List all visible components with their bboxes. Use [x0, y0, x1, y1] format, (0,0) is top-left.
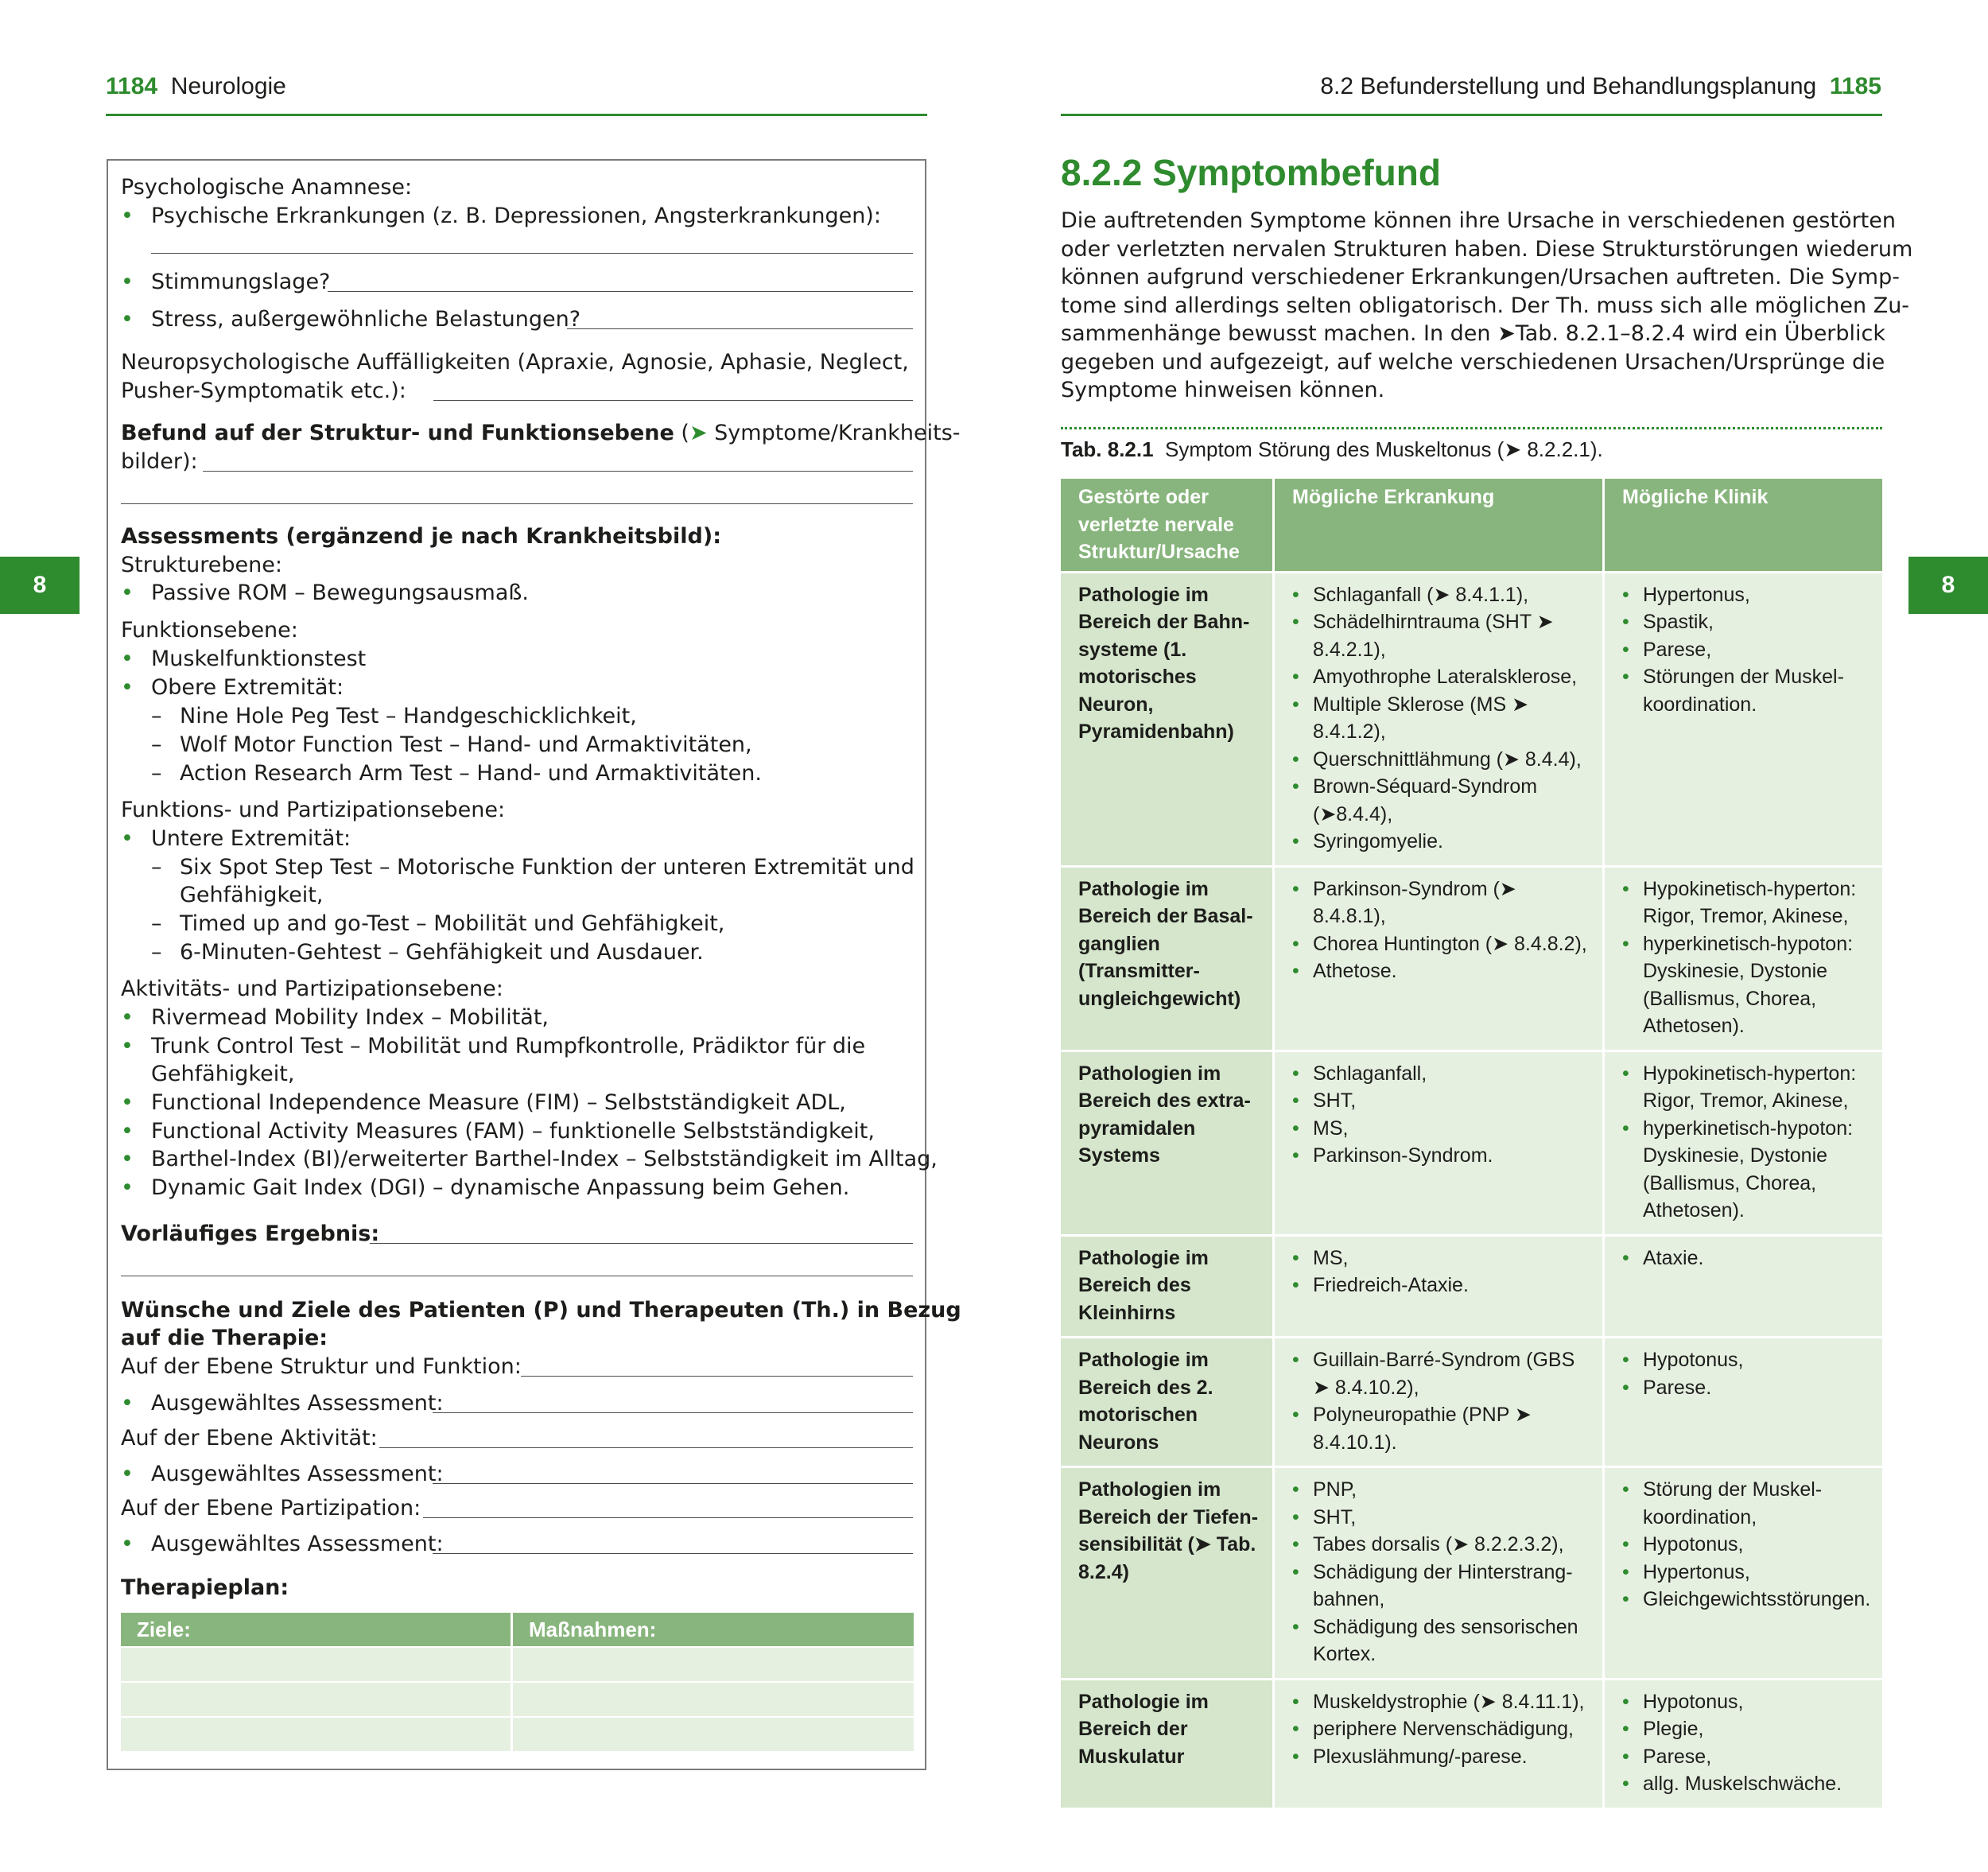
right-chapter-tab: 8: [1908, 557, 1988, 614]
table-row: [1061, 1234, 1882, 1337]
clinic-item: • Hypokinetisch-hyperton: Rigor, Tremor, Akinese,: [1622, 1060, 1874, 1115]
disease-item: • Schädelhirntrauma (SHT ➤ 8.4.2.1),: [1292, 608, 1594, 663]
structure-cell: Pathologie im Bereich der Bahnsysteme (1. motorisches Neuron, Pyramidenbahn): [1061, 571, 1275, 865]
strukturebene-label: Strukturebene:: [121, 553, 282, 577]
table-row: [1061, 571, 1882, 865]
disease-item: • Syringomyelie.: [1292, 828, 1594, 856]
structure-cell: Pathologie im Bereich des 2. motorischen Neurons: [1061, 1336, 1275, 1466]
answer-line[interactable]: [370, 1243, 913, 1244]
disease-item: • Parkinson-Syndrom.: [1292, 1142, 1594, 1170]
plan-header-massnahmen: Maßnahmen:: [513, 1613, 914, 1646]
para-line: tome sind allerdings selten obligatorisch. Der Th. muss sich alle möglichen Zu-: [1061, 293, 1910, 318]
ebene-partizipation-label: Auf der Ebene Partizipation:: [121, 1496, 421, 1521]
disease-cell: [1275, 1678, 1605, 1808]
clinic-cell: [1605, 571, 1882, 865]
right-section-title: 8.2 Befunderstellung und Behandlungsplanung: [1320, 73, 1817, 99]
para-line: Die auftretenden Symptome können ihre Ursache in verschiedenen gestörten: [1061, 208, 1896, 233]
clinic-item: • Hypotonus,: [1622, 1688, 1874, 1716]
clinic-item: • Parese,: [1622, 636, 1874, 664]
disease-item: • MS,: [1292, 1115, 1594, 1143]
disease-item: • Querschnittlähmung (➤ 8.4.4),: [1292, 746, 1594, 774]
therapieplan-heading: Therapieplan:: [121, 1575, 289, 1600]
table-row: [1061, 1678, 1882, 1808]
clinic-item: • Störung der Muskelkoordination,: [1622, 1476, 1874, 1531]
clinic-cell: [1605, 1678, 1882, 1808]
structure-cell: Pathologien im Bereich des extrapyramidalen Systems: [1061, 1050, 1275, 1234]
structure-cell: Pathologie im Bereich des Kleinhirns: [1061, 1234, 1275, 1337]
disease-item: • periphere Nervenschädigung,: [1292, 1715, 1594, 1743]
clinic-item: • Hypertonus,: [1622, 581, 1874, 609]
psych-heading: Psychologische Anamnese:: [121, 175, 413, 200]
header-structure: Gestörte oder verletzte nervale Struktur/Ursache: [1061, 479, 1275, 571]
left-running-head: [106, 73, 286, 100]
answer-line[interactable]: [423, 1517, 913, 1518]
plan-cell[interactable]: [513, 1683, 914, 1716]
para-line: sammenhänge bewusst machen. In den ➤Tab. 8.2.1–8.2.4 wird ein Überblick: [1061, 321, 1886, 346]
answer-line[interactable]: [521, 1376, 913, 1377]
clinic-cell: [1605, 1050, 1882, 1234]
clinic-item: • hyperkinetisch-hypoton: Dyskinesie, Dystonie (Ballismus, Chorea, Athetosen).: [1622, 930, 1874, 1040]
ap-item-2-cont: Gehfähigkeit,: [151, 1062, 295, 1086]
clinic-item: • Plegie,: [1622, 1715, 1874, 1743]
disease-item: • Tabes dorsalis (➤ 8.2.2.3.2),: [1292, 1531, 1594, 1559]
clinic-item: • Hypotonus,: [1622, 1531, 1874, 1559]
disease-item: • Schlaganfall (➤ 8.4.1.1),: [1292, 581, 1594, 609]
befund-line-2: bilder):: [121, 449, 198, 474]
answer-line[interactable]: [379, 1447, 913, 1448]
clinic-item: • Parese,: [1622, 1743, 1874, 1771]
disease-item: • Amyothrophe Lateralsklerose,: [1292, 663, 1594, 691]
clinic-cell: [1605, 865, 1882, 1050]
disease-item: • Chorea Huntington (➤ 8.4.8.2),: [1292, 930, 1594, 958]
therapy-plan-table: [121, 1613, 914, 1751]
disease-item: • Polyneuropathie (PNP ➤ 8.4.10.1).: [1292, 1401, 1594, 1456]
wuensche-line-2: auf die Therapie:: [121, 1326, 328, 1350]
disease-item: • SHT,: [1292, 1087, 1594, 1115]
para-line: oder verletzten nervalen Strukturen haben. Diese Strukturstörungen wiederum: [1061, 236, 1913, 262]
answer-line[interactable]: [121, 503, 913, 504]
disease-item: • MS,: [1292, 1245, 1594, 1272]
disease-cell: [1275, 571, 1605, 865]
plan-header-ziele: Ziele:: [121, 1613, 511, 1646]
table-row: [1061, 1336, 1882, 1466]
right-header-rule: [1061, 114, 1882, 116]
answer-line[interactable]: [151, 253, 913, 254]
para-line: können aufgrund verschiedener Erkrankungen/Ursachen auftreten. Die Symp-: [1061, 265, 1900, 289]
disease-item: • Brown-Séquard-Syndrom (➤8.4.4),: [1292, 773, 1594, 828]
disease-item: • Plexuslähmung/-parese.: [1292, 1743, 1594, 1771]
para-line: gegeben und aufgezeigt, auf welche verschiedenen Ursachen/Ursprünge die: [1061, 349, 1885, 375]
structure-cell: Pathologien im Bereich der Tiefensensibilität (➤ Tab. 8.2.4): [1061, 1466, 1275, 1678]
left-chapter-title: Neurologie: [170, 73, 286, 99]
dotted-divider: [1061, 427, 1882, 429]
disease-item: • Schädigung der Hinterstrangbahnen,: [1292, 1559, 1594, 1614]
header-disease: Mögliche Erkrankung: [1275, 479, 1605, 571]
structure-cell: Pathologie im Bereich der Muskulatur: [1061, 1678, 1275, 1808]
wuensche-line-1: Wünsche und Ziele des Patienten (P) und Therapeuten (Th.) in Bezug: [121, 1298, 961, 1322]
disease-item: • Friedreich-Ataxie.: [1292, 1272, 1594, 1299]
clinic-item: • Hypokinetisch-hyperton: Rigor, Tremor, Akinese,: [1622, 876, 1874, 930]
ebene-aktivitaet-label: Auf der Ebene Aktivität:: [121, 1426, 378, 1451]
disease-cell: [1275, 865, 1605, 1050]
ebene-struktur-label: Auf der Ebene Struktur und Funktion:: [121, 1354, 522, 1379]
table-caption: Tab. 8.2.1 Symptom Störung des Muskeltonus (➤ 8.2.2.1).: [1061, 437, 1603, 461]
neuro-line-2: Pusher-Symptomatik etc.):: [121, 379, 406, 403]
clinic-item: • Störungen der Muskelkoordination.: [1622, 663, 1874, 718]
disease-item: • Schädigung des sensorischen Kortex.: [1292, 1614, 1594, 1668]
plan-cell[interactable]: [121, 1648, 511, 1681]
plan-cell[interactable]: [513, 1718, 914, 1751]
disease-item: • Schlaganfall,: [1292, 1060, 1594, 1088]
funktions-partizipation-label: Funktions- und Partizipationsebene:: [121, 798, 506, 822]
clinic-cell: [1605, 1466, 1882, 1678]
clinic-item: • Hypertonus,: [1622, 1559, 1874, 1587]
clinic-item: • hyperkinetisch-hypoton: Dyskinesie, Dystonie (Ballismus, Chorea, Athetosen).: [1622, 1115, 1874, 1225]
disease-cell: [1275, 1466, 1605, 1678]
funktionsebene-label: Funktionsebene:: [121, 618, 298, 643]
answer-line[interactable]: [203, 471, 913, 472]
disease-item: • Parkinson-Syndrom (➤ 8.4.8.1),: [1292, 876, 1594, 930]
answer-line[interactable]: [433, 1553, 913, 1554]
answer-line[interactable]: [433, 400, 913, 401]
clinic-item: • Spastik,: [1622, 608, 1874, 636]
para-line: Symptome hinweisen können.: [1061, 378, 1385, 402]
disease-item: • SHT,: [1292, 1504, 1594, 1532]
assessments-heading: Assessments (ergänzend je nach Krankheitsbild):: [121, 524, 721, 549]
left-page-number: 1184: [106, 73, 158, 99]
clinic-item: • allg. Muskelschwäche.: [1622, 1770, 1874, 1798]
intro-paragraph: [1061, 207, 1913, 405]
disease-item: • Guillain-Barré-Syndrom (GBS ➤ 8.4.10.2),: [1292, 1346, 1594, 1401]
clinic-item: • Ataxie.: [1622, 1245, 1874, 1272]
muscle-tone-table: [1061, 479, 1882, 1808]
disease-item: • PNP,: [1292, 1476, 1594, 1504]
aktivitaet-partizipation-label: Aktivitäts- und Partizipationsebene:: [121, 977, 503, 1001]
befund-line-1: Befund auf der Struktur- und Funktionsebene (➤ Symptome/Krankheits-: [121, 421, 961, 445]
structure-cell: Pathologie im Bereich der Basalganglien (Transmitterungleichgewicht): [1061, 865, 1275, 1050]
disease-item: • Muskeldystrophie (➤ 8.4.11.1),: [1292, 1688, 1594, 1716]
plan-cell[interactable]: [121, 1718, 511, 1751]
disease-item: • Multiple Sklerose (MS ➤ 8.4.1.2),: [1292, 691, 1594, 746]
neuro-line-1: Neuropsychologische Auffälligkeiten (Apraxie, Agnosie, Aphasie, Neglect,: [121, 350, 909, 375]
table-row: [1061, 1050, 1882, 1234]
disease-cell: [1275, 1050, 1605, 1234]
table-row: [1061, 1466, 1882, 1678]
disease-cell: [1275, 1336, 1605, 1466]
answer-line[interactable]: [433, 1412, 913, 1413]
table-row: [1061, 865, 1882, 1050]
plan-cell[interactable]: [513, 1648, 914, 1681]
vorlaeufiges-ergebnis-label: Vorläufiges Ergebnis:: [121, 1221, 380, 1246]
clinic-item: • Gleichgewichtsstörungen.: [1622, 1586, 1874, 1614]
disease-item: • Athetose.: [1292, 957, 1594, 985]
clinic-cell: [1605, 1336, 1882, 1466]
plan-cell[interactable]: [121, 1683, 511, 1716]
right-page-number: 1185: [1829, 73, 1881, 99]
answer-line[interactable]: [567, 328, 913, 329]
section-heading: 8.2.2 Symptombefund: [1061, 152, 1441, 193]
clinic-item: • Hypotonus,: [1622, 1346, 1874, 1374]
right-running-head: [1320, 73, 1881, 100]
header-clinic: Mögliche Klinik: [1605, 479, 1882, 571]
clinic-item: • Parese.: [1622, 1374, 1874, 1402]
left-header-rule: [106, 114, 927, 116]
answer-line[interactable]: [328, 291, 913, 292]
answer-line[interactable]: [433, 1483, 913, 1484]
left-chapter-tab: 8: [0, 557, 80, 614]
clinic-cell: [1605, 1234, 1882, 1337]
disease-cell: [1275, 1234, 1605, 1337]
